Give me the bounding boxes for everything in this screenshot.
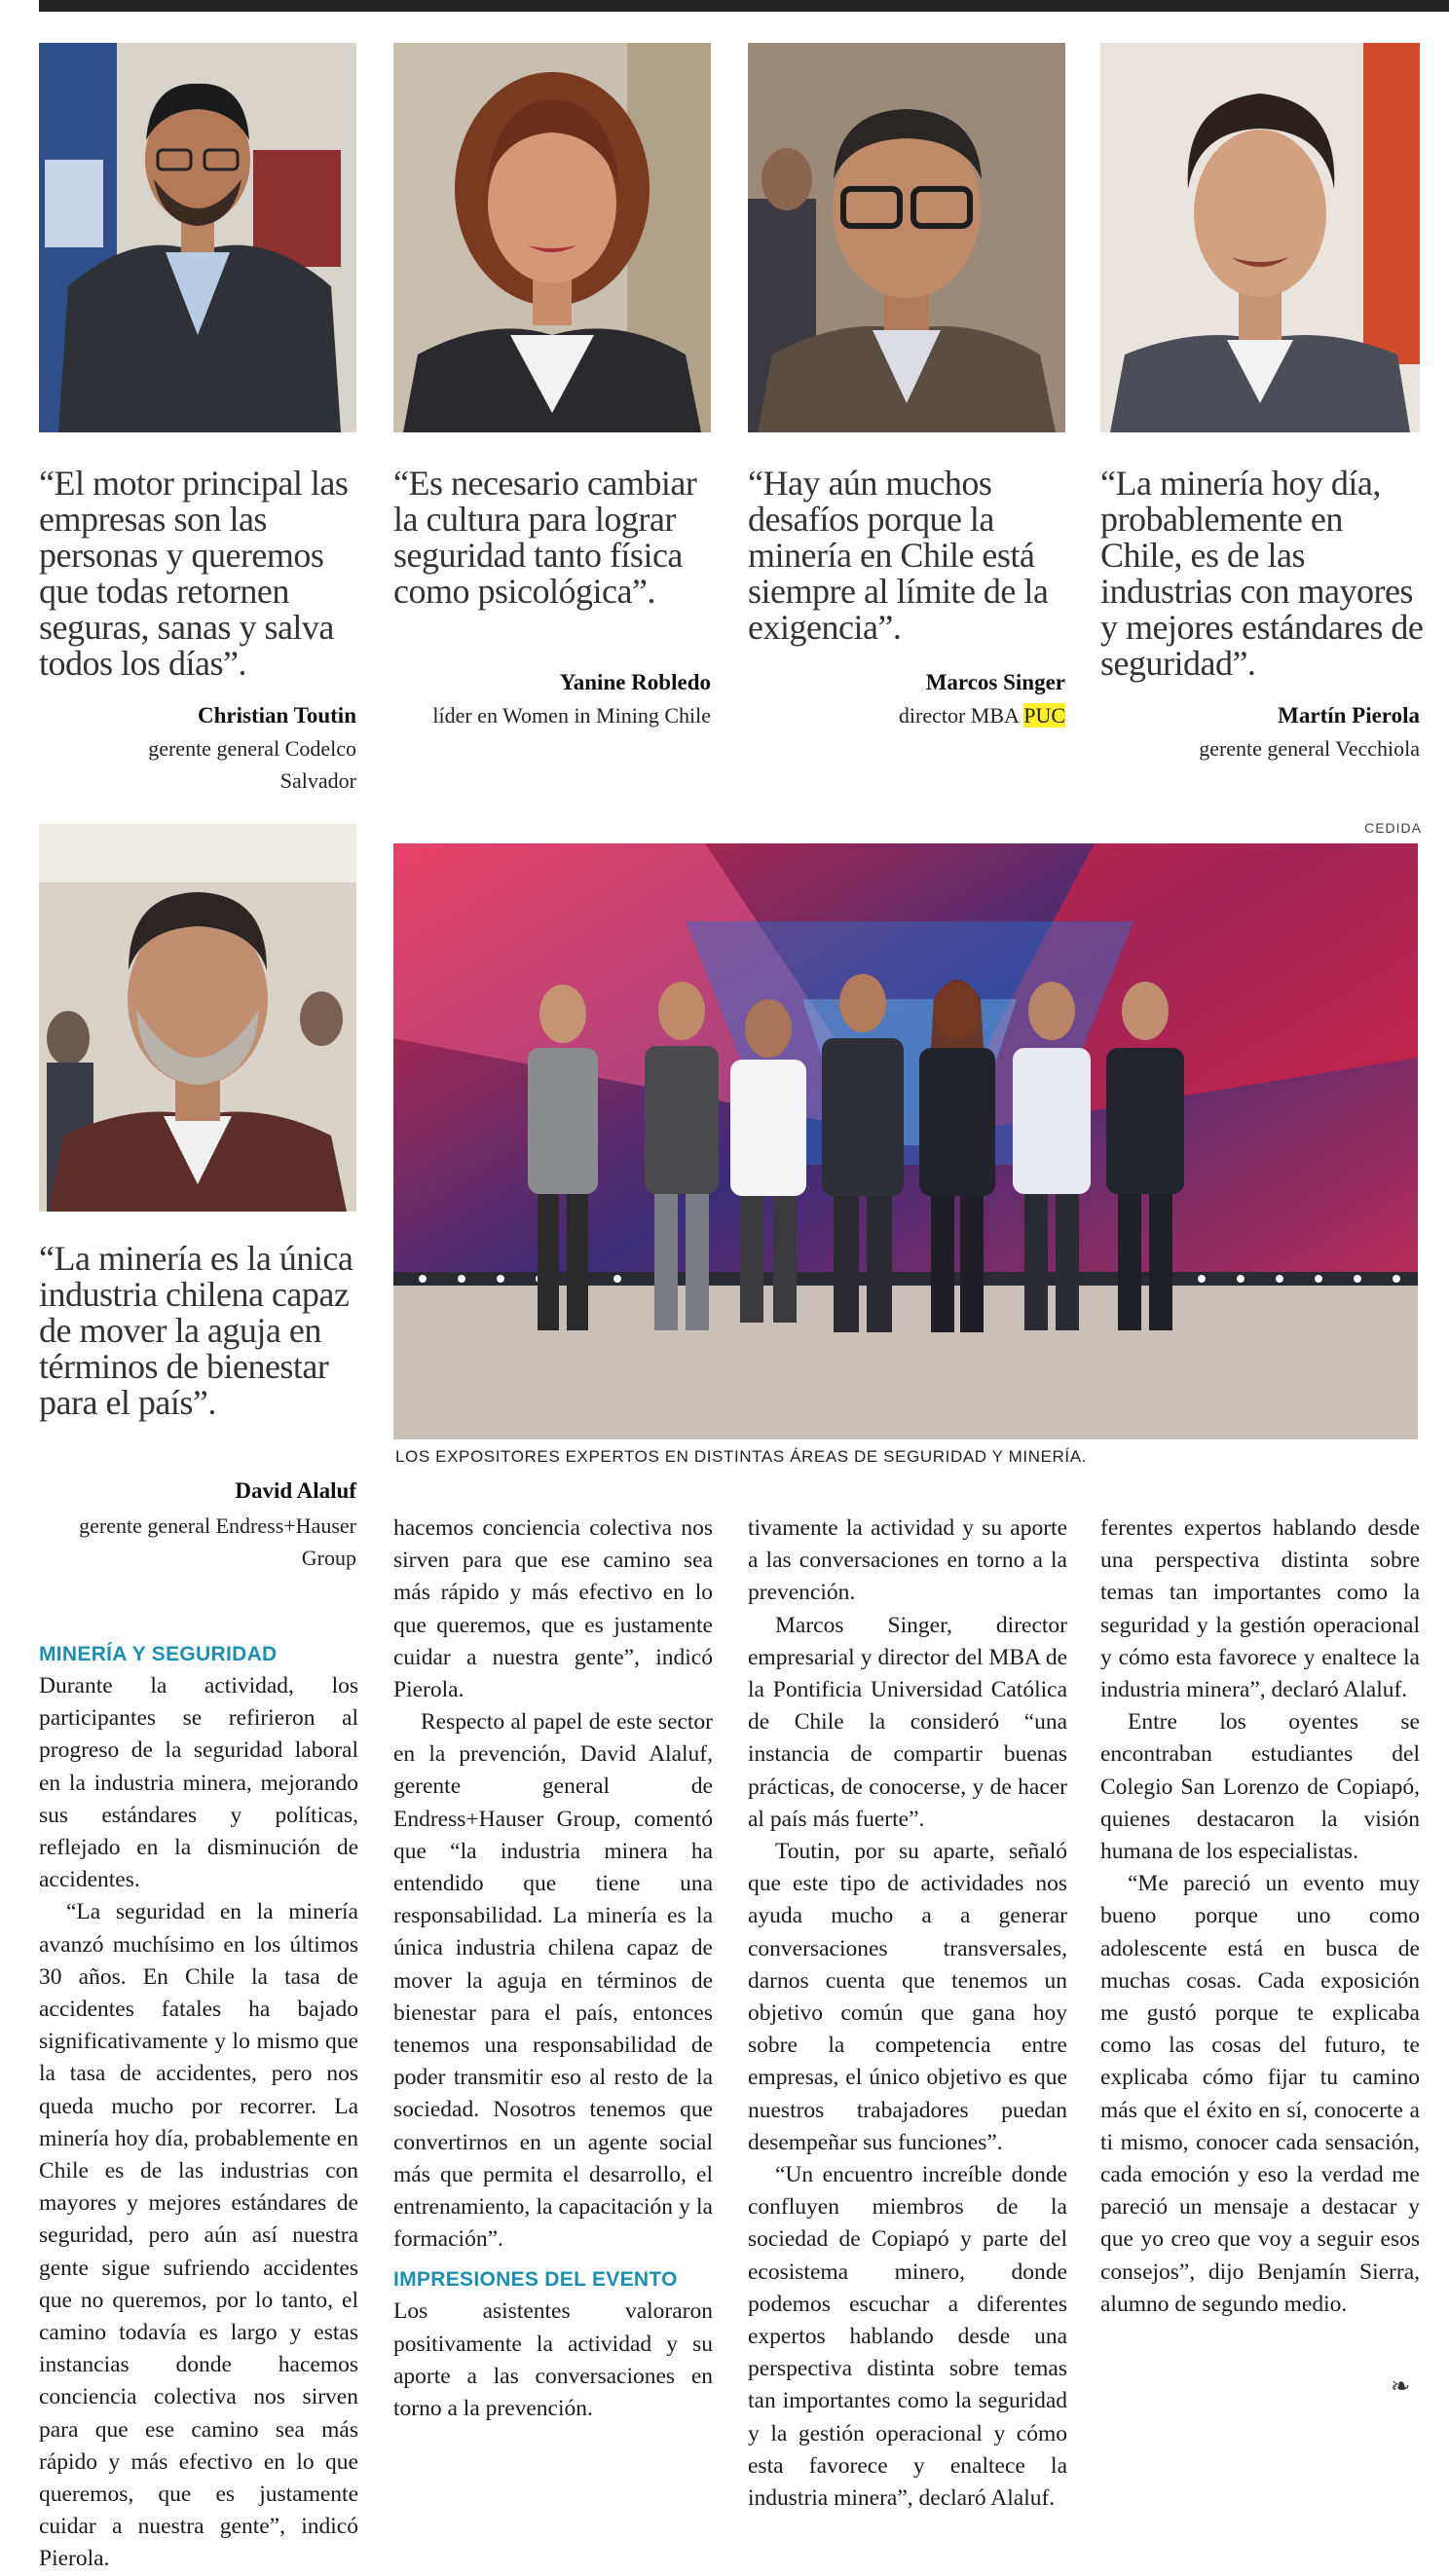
group-photo-speakers: [393, 843, 1418, 1439]
role-martin-pierola: gerente general Vecchiola: [1199, 736, 1420, 761]
role-marcos-singer-text: director MBA: [898, 703, 1024, 728]
article-column-2: [393, 1512, 713, 2422]
article-paragraph: “La seguridad en la minería avanzó muchísimo en los últimos 30 años. En Chile la tasa de accidentes fatales ha bajado significativamente y lo mismo que la tasa de accidentes, pero nos queda mucho por recorrer. La minería hoy día, probablemente en Chile es de las industrias con mayores y mejores estándares de seguridad, pero aún así nuestra gente sigue sufriendo accidentes que no queremos, por lo tanto, el camino todavía es largo y estas instancias donde hacemos conciencia colectiva nos sirven para que ese camino sea más rápido y más efectivo en lo que queremos, que es justamente cuidar a nuestra gente”, indicó Pierola.: [39, 1899, 358, 2572]
article-paragraph: Respecto al papel de este sector en la prevención, David Alaluf, gerente general de Endress+Hauser Group, comentó que “la industria minera ha entendido que tiene una responsabilidad. La minería es la única industria chilena capaz de mover la aguja en términos de bienestar para el país, entonces tenemos una responsabilidad de poder transmitir eso al resto de la sociedad. Nosotros tenemos que convertirnos en un agente social más que permita el desarrollo, el entrenamiento, la capacitación y la formación”.: [393, 1709, 713, 2253]
article-paragraph-continued: ferentes expertos hablando desde una perspectiva distinta sobre temas tan importantes como la seguridad y la gestión operacional y cómo esta favorece y enaltece la industria minera”, declaró Alaluf.: [1100, 1515, 1420, 1703]
portrait-martin-pierola: [1100, 43, 1420, 432]
article-paragraph-continued: tivamente la actividad y su aporte a las conversaciones en torno a la prevención.: [748, 1515, 1067, 1606]
name-david-alaluf: David Alaluf: [235, 1478, 356, 1503]
article-paragraph: Los asistentes valoraron positivamente la actividad y su aporte a las conversaciones en torno a la prevención.: [393, 2298, 713, 2422]
quote-yanine-robledo: “Es necesario cambiar la cultura para lograr seguridad tanto física como psicológica”.: [393, 464, 697, 611]
name-yanine-robledo: Yanine Robledo: [559, 670, 711, 694]
group-photo-caption: LOS EXPOSITORES EXPERTOS EN DISTINTAS ÁREAS DE SEGURIDAD Y MINERÍA.: [395, 1447, 1087, 1466]
photo-credit: CEDIDA: [1364, 820, 1422, 836]
article-paragraph-continued: hacemos conciencia colectiva nos sirven para que ese camino sea más rápido y más efectivo en lo que queremos, que es justamente cuidar a nuestra gente”, indicó Pierola.: [393, 1515, 713, 1703]
role-marcos-singer: [748, 699, 1065, 731]
article-paragraph: Entre los oyentes se encontraban estudiantes del Colegio San Lorenzo de Copiapó, quienes destacaron la visión humana de los especialistas.: [1100, 1709, 1420, 1865]
article-column-1: [39, 1638, 358, 2572]
name-marcos-singer: Marcos Singer: [925, 670, 1065, 694]
role-david-alaluf: gerente general Endress+Hauser Group: [79, 1513, 356, 1570]
role-yanine-robledo: líder en Women in Mining Chile: [432, 703, 711, 728]
name-christian-toutin: Christian Toutin: [198, 703, 356, 728]
highlighted-text: PUC: [1023, 703, 1065, 728]
article-column-4: [1100, 1512, 1420, 2321]
name-martin-pierola: Martín Pierola: [1278, 703, 1420, 728]
article-end-mark: ❧: [1391, 2372, 1411, 2400]
quote-david-alaluf: “La minería es la única industria chilena capaz de mover la aguja en términos de bienestar para el país”.: [39, 1239, 353, 1422]
quote-martin-pierola: “La minería hoy día, probablemente en Chile, es de las industrias con mayores y mejores estándares de seguridad”.: [1100, 464, 1424, 683]
article-column-3: [748, 1512, 1067, 2512]
portrait-david-alaluf: [39, 824, 356, 1212]
portrait-christian-toutin: [39, 43, 356, 432]
portrait-marcos-singer: [748, 43, 1065, 432]
role-christian-toutin: gerente general Codelco Salvador: [148, 736, 356, 793]
subhead-impresiones-evento: IMPRESIONES DEL EVENTO: [393, 2268, 678, 2292]
page-top-rule: [39, 0, 1449, 12]
article-paragraph: “Un encuentro increíble donde confluyen miembros de la sociedad de Copiapó y parte del ecosistema minero, donde podemos escuchar a diferentes expertos hablando desde una perspectiva distinta sobre temas tan importantes como la seguridad y la gestión operacional y cómo esta favorece y enaltece la industria minera”, declaró Alaluf.: [748, 2162, 1067, 2512]
subhead-mineria-seguridad: MINERÍA Y SEGURIDAD: [39, 1643, 278, 1665]
portrait-yanine-robledo: [393, 43, 711, 432]
article-paragraph: “Me pareció un evento muy bueno porque uno como adolescente está en busca de muchas cosas. Cada exposición me gustó porque te explicaba como las cosas del futuro, te explicaba cómo fijar tu camino más que el éxito en sí, conocerte a ti mismo, conocer cada sensación, cada emoción y eso la verdad me pareció un mensaje a destacar y que yo creo que voy a seguir esos consejos”, dijo Benjamín Sierra, alumno de segundo medio.: [1100, 1871, 1420, 2317]
article-paragraph: Toutin, por su aparte, señaló que este tipo de actividades nos ayuda mucho a a generar conversaciones transversales, darnos cuenta que tenemos un objetivo común que gana hoy sobre la competencia entre empresas, el único objetivo es que nuestros trabajadores puedan desempeñar sus funciones”.: [748, 1839, 1067, 2155]
quote-christian-toutin: “El motor principal las empresas son las personas y queremos que todas retornen seguras, sanas y salva todos los días”.: [39, 464, 349, 683]
quote-marcos-singer: “Hay aún muchos desafíos porque la minería en Chile está siempre al límite de la exigencia”.: [748, 464, 1049, 647]
article-paragraph: Marcos Singer, director empresarial y director del MBA de la Pontificia Universidad Católica de Chile la consideró “una instancia de compartir buenas prácticas, de conocerse, y de hacer al país más fuerte”.: [748, 1612, 1067, 1832]
article-paragraph: Durante la actividad, los participantes se refirieron al progreso de la seguridad laboral en la industria minera, mejorando sus estándares y políticas, reflejado en la disminución de accidentes.: [39, 1673, 358, 1893]
